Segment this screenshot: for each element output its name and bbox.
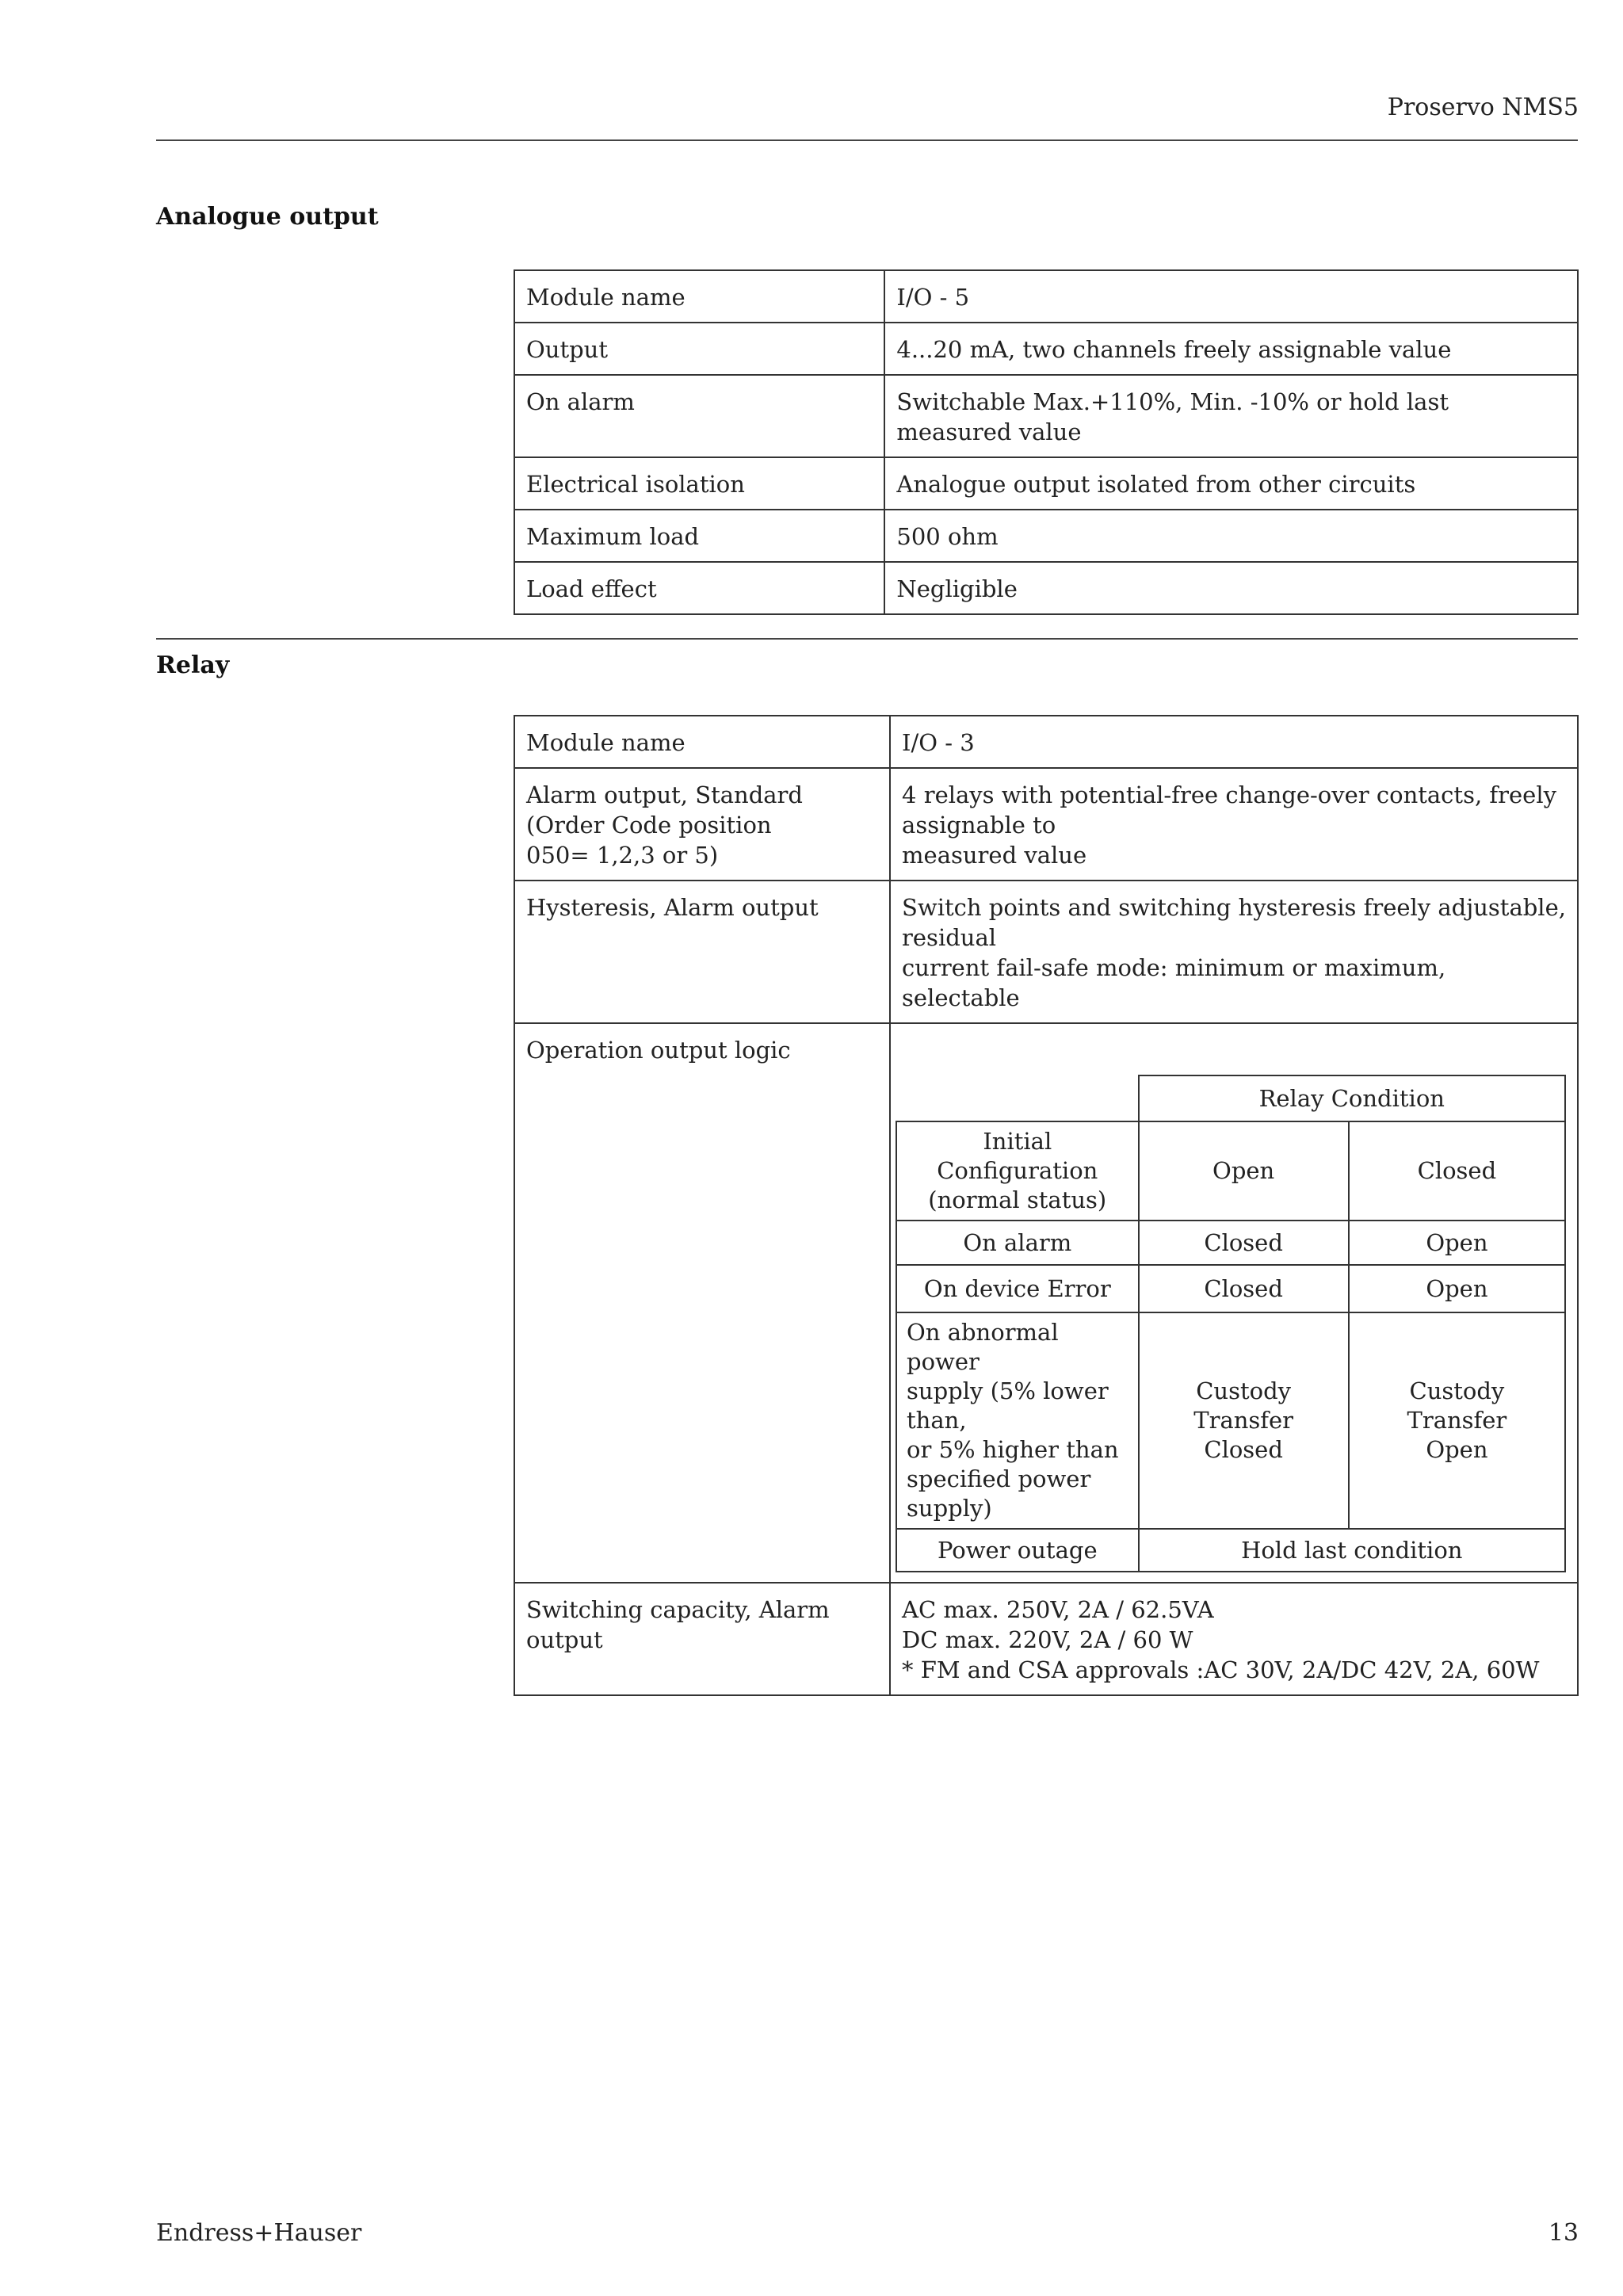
logic-cell: Closed bbox=[1139, 1221, 1349, 1265]
analogue-spec-table bbox=[514, 269, 1579, 615]
table-row bbox=[896, 1075, 1565, 1121]
spec-value bbox=[890, 881, 1578, 1023]
spec-label: Operation output logic bbox=[514, 1023, 890, 1583]
logic-row-label: On alarm bbox=[896, 1221, 1138, 1265]
spec-label-line: Alarm output, Standard bbox=[526, 781, 803, 808]
spec-value-line: current fail-safe mode: minimum or maximum, selectable bbox=[902, 954, 1446, 1011]
logic-cell-line: Transfer bbox=[1193, 1407, 1294, 1434]
logic-cell bbox=[1139, 1312, 1349, 1529]
logic-header: Relay Condition bbox=[1139, 1075, 1566, 1121]
table-row bbox=[514, 881, 1578, 1023]
logic-cell: Closed bbox=[1139, 1265, 1349, 1312]
logic-cell: Open bbox=[1139, 1121, 1349, 1221]
relay-spec-table bbox=[514, 715, 1579, 1696]
table-row bbox=[896, 1265, 1565, 1312]
logic-cell-line: Closed bbox=[1204, 1436, 1283, 1463]
table-row bbox=[514, 270, 1578, 323]
spec-value: Negligible bbox=[884, 562, 1578, 614]
spec-value-line: DC max. 220V, 2A / 60 W bbox=[902, 1626, 1193, 1653]
table-row bbox=[514, 716, 1578, 768]
logic-row-label-line: (normal status) bbox=[928, 1186, 1107, 1213]
table-row bbox=[896, 1221, 1565, 1265]
relay-logic-table bbox=[896, 1075, 1566, 1572]
table-row bbox=[514, 457, 1578, 510]
analogue-section-title: Analogue output bbox=[156, 203, 379, 231]
table-row bbox=[896, 1529, 1565, 1572]
spec-value: I/O - 3 bbox=[890, 716, 1578, 768]
spec-value-line: * FM and CSA approvals :AC 30V, 2A/DC 42V, 2A, 60W bbox=[902, 1656, 1540, 1683]
footer-brand: Endress+Hauser bbox=[156, 2219, 362, 2247]
spec-value-line: Switch points and switching hysteresis freely adjustable, residual bbox=[902, 894, 1566, 951]
logic-cell: Hold last condition bbox=[1139, 1529, 1566, 1572]
spec-label: Hysteresis, Alarm output bbox=[514, 881, 890, 1023]
logic-row-label bbox=[896, 1312, 1138, 1529]
logic-row-label: Power outage bbox=[896, 1529, 1138, 1572]
spec-label: On alarm bbox=[514, 375, 884, 457]
table-row bbox=[514, 510, 1578, 562]
spec-label: Maximum load bbox=[514, 510, 884, 562]
section-divider-rule bbox=[156, 638, 1578, 640]
spec-label: Electrical isolation bbox=[514, 457, 884, 510]
spec-value-line: 4 relays with potential-free change-over contacts, freely assignable to bbox=[902, 781, 1556, 839]
logic-row-label: On device Error bbox=[896, 1265, 1138, 1312]
logic-row-label bbox=[896, 1121, 1138, 1221]
table-row bbox=[514, 375, 1578, 457]
header-rule bbox=[156, 139, 1578, 141]
table-row bbox=[896, 1312, 1565, 1529]
logic-cell-line: Custody bbox=[1196, 1377, 1292, 1404]
spec-label: Load effect bbox=[514, 562, 884, 614]
spec-label bbox=[514, 768, 890, 881]
spec-label-line: (Order Code position bbox=[526, 812, 772, 839]
logic-row-label-line: Initial Configuration bbox=[937, 1128, 1098, 1184]
logic-cell: Closed bbox=[1349, 1121, 1565, 1221]
logic-row-label-line: On abnormal power bbox=[907, 1319, 1059, 1375]
relay-section-title: Relay bbox=[156, 651, 230, 679]
spec-value bbox=[890, 1583, 1578, 1695]
table-row bbox=[514, 1023, 1578, 1583]
table-row bbox=[514, 562, 1578, 614]
page-number: 13 bbox=[1548, 2219, 1579, 2247]
spec-value: I/O - 5 bbox=[884, 270, 1578, 323]
logic-row-label-line: supply (5% lower than, bbox=[907, 1377, 1109, 1434]
spec-label-line: 050= 1,2,3 or 5) bbox=[526, 842, 719, 869]
logic-row-label-line: or 5% higher than bbox=[907, 1436, 1119, 1463]
spec-label: Module name bbox=[514, 270, 884, 323]
logic-cell-line: Custody bbox=[1409, 1377, 1505, 1404]
spec-label: Switching capacity, Alarm output bbox=[514, 1583, 890, 1695]
table-row bbox=[514, 323, 1578, 375]
document-header-title: Proservo NMS5 bbox=[1387, 94, 1579, 121]
table-row bbox=[896, 1121, 1565, 1221]
spec-value: 4...20 mA, two channels freely assignable value bbox=[884, 323, 1578, 375]
spec-value: Switchable Max.+110%, Min. -10% or hold last measured value bbox=[884, 375, 1578, 457]
spec-label: Output bbox=[514, 323, 884, 375]
logic-corner-cell bbox=[896, 1075, 1138, 1121]
logic-cell bbox=[1349, 1312, 1565, 1529]
logic-cell: Open bbox=[1349, 1265, 1565, 1312]
table-row bbox=[514, 768, 1578, 881]
table-row bbox=[514, 1583, 1578, 1695]
logic-cell-line: Transfer bbox=[1407, 1407, 1507, 1434]
logic-cell: Open bbox=[1349, 1221, 1565, 1265]
logic-row-label-line: specified power supply) bbox=[907, 1465, 1091, 1522]
spec-value: 500 ohm bbox=[884, 510, 1578, 562]
spec-value bbox=[890, 768, 1578, 881]
spec-value-line: measured value bbox=[902, 842, 1087, 869]
spec-value: Analogue output isolated from other circuits bbox=[884, 457, 1578, 510]
spec-label: Module name bbox=[514, 716, 890, 768]
spec-value bbox=[890, 1023, 1578, 1583]
logic-cell-line: Open bbox=[1426, 1436, 1488, 1463]
spec-value-line: AC max. 250V, 2A / 62.5VA bbox=[902, 1596, 1214, 1623]
